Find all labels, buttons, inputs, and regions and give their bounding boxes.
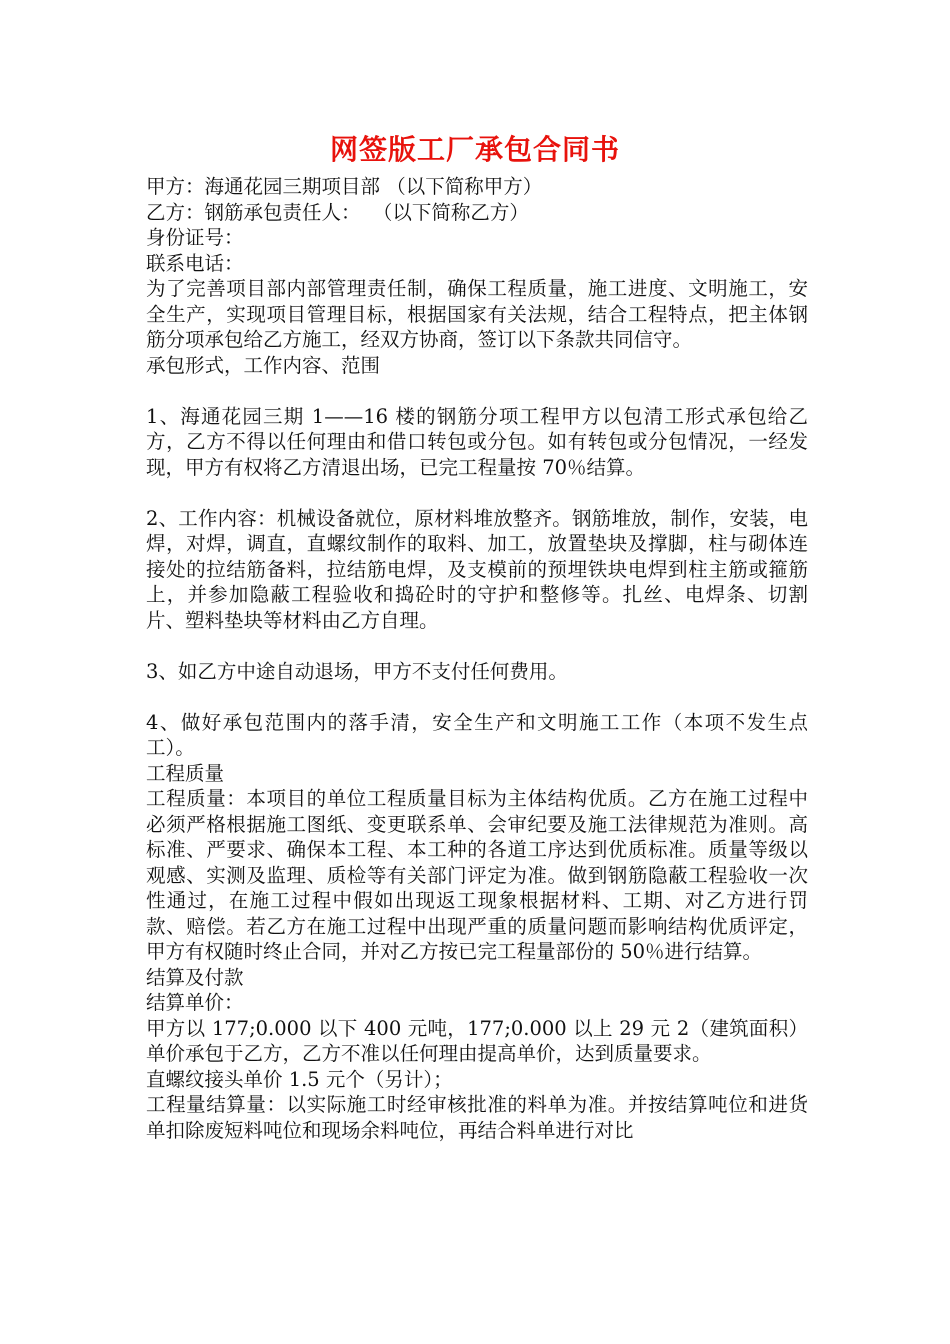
- paragraph: 结算单价：: [146, 991, 244, 1014]
- blank-line: [146, 378, 808, 404]
- paragraph: 工程量结算量：以实际施工时经审核批准的料单为准。并按结算吨位和进货单扣除废短料吨位和现场余料吨位，再结合料单进行对比: [146, 1093, 808, 1142]
- paragraph: 乙方：钢筋承包责任人： （以下简称乙方）: [146, 200, 529, 224]
- paragraph: 承包形式，工作内容、范围: [146, 353, 381, 377]
- blank-line: [146, 684, 808, 710]
- paragraph: 直螺纹接头单价 1.5 元个（另计）；: [146, 1067, 453, 1091]
- paragraph: 甲方以 177;0.000 以下 400 元吨，177;0.000 以上 29 元 2（建筑面积）单价承包于乙方，乙方不准以任何理由提高单价，达到质量要求。: [146, 1016, 808, 1065]
- paragraph: 身份证号：: [146, 226, 244, 249]
- blank-line: [146, 480, 808, 506]
- document-body: [146, 174, 808, 1143]
- paragraph: 2、工作内容：机械设备就位，原材料堆放整齐。钢筋堆放，制作，安装，电焊，对焊，调直，直螺纹制作的取料、加工，放置垫块及撑脚，柱与砌体连接处的拉结筋备料，拉结筋电焊，及支模前的预埋铁块电焊到柱主筋或箍筋上，并参加隐蔽工程验收和捣砼时的守护和整修等。扎丝、电焊条、切割片、塑料垫块等材料由乙方自理。: [146, 506, 808, 632]
- paragraph: 为了完善项目部内部管理责任制，确保工程质量，施工进度、文明施工，安全生产，实现项目管理目标，根据国家有关法规，结合工程特点，把主体钢筋分项承包给乙方施工，经双方协商，签订以下条款共同信守。: [146, 277, 808, 351]
- paragraph: 工程质量：本项目的单位工程质量目标为主体结构优质。乙方在施工过程中必须严格根据施工图纸、变更联系单、会审纪要及施工法律规范为准则。高标准、严要求、确保本工程、本工种的各道工序达到优质标准。质量等级以观感、实测及监理、质检等有关部门评定为准。做到钢筋隐蔽工程验收一次性通过，在施工过程中假如出现返工现象根据材料、工期、对乙方进行罚款、赔偿。若乙方在施工过程中出现严重的质量问题而影响结构优质评定，甲方有权随时终止合同，并对乙方按已完工程量部份的 50％进行结算。: [146, 787, 808, 963]
- blank-line: [146, 633, 808, 659]
- paragraph: 甲方：海通花园三期项目部 （以下简称甲方）: [146, 175, 543, 198]
- paragraph: 工程质量: [146, 761, 225, 785]
- paragraph: 4、做好承包范围内的落手清，安全生产和文明施工工作（本项不发生点工）。: [146, 710, 808, 759]
- paragraph: 3、如乙方中途自动退场，甲方不支付任何费用。: [146, 659, 568, 683]
- paragraph: 联系电话：: [146, 251, 244, 275]
- document-title: 网签版工厂承包合同书: [329, 133, 620, 166]
- paragraph: 结算及付款: [146, 965, 244, 989]
- paragraph: 1、海通花园三期 1——16 楼的钢筋分项工程甲方以包清工形式承包给乙方，乙方不得以任何理由和借口转包或分包。如有转包或分包情况，一经发现，甲方有权将乙方清退出场，已完工程量按 70％结算。: [146, 404, 808, 479]
